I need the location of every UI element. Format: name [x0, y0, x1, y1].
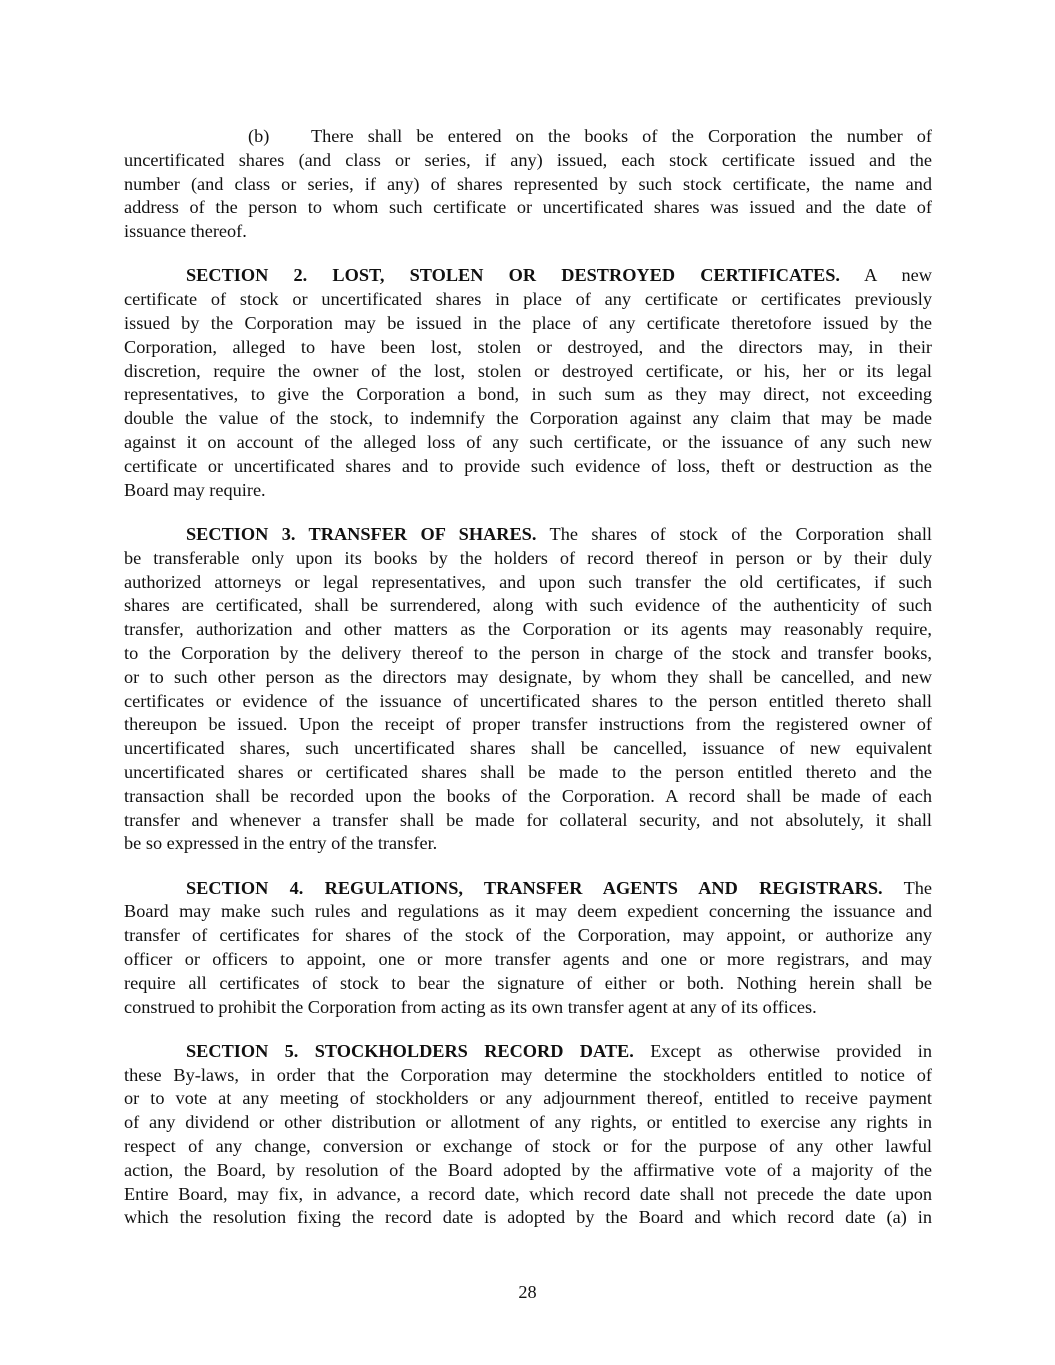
document-page [124, 125, 932, 1251]
text-line [124, 877, 932, 901]
text-line: be so expressed in the entry of the transfer. [124, 833, 438, 854]
line-text: There shall be entered on the books of the Corporation the number of [311, 126, 932, 146]
text-line [124, 1040, 932, 1064]
text-line: issued by the Corporation may be issued in the place of any certificate theretofore issued by the [124, 313, 932, 334]
text-line: issuance thereof. [124, 221, 247, 242]
text-line: transfer of certificates for shares of the stock of the Corporation, may appoint, or authorize any [124, 925, 932, 946]
section-5-paragraph [124, 1040, 932, 1230]
text-line: Board may make such rules and regulations as it may deem expedient concerning the issuance and [124, 901, 932, 922]
text-line: to the Corporation by the delivery thereof to the person in charge of the stock and transfer books, [124, 642, 932, 663]
section-heading: SECTION 4. REGULATIONS, TRANSFER AGENTS AND REGISTRARS. [186, 877, 883, 898]
text-line: double the value of the stock, to indemnify the Corporation against any claim that may be made [124, 408, 932, 429]
section-heading: SECTION 2. LOST, STOLEN OR DESTROYED CERTIFICATES. [186, 265, 840, 286]
paragraph-b [124, 125, 932, 244]
text-line: uncertificated shares, such uncertificated shares shall be cancelled, issuance of new equivalent [124, 738, 932, 759]
line-text: A new [864, 265, 932, 286]
line-text: The [903, 877, 932, 898]
text-line: transfer, authorization and other matters as the Corporation or its agents may reasonably require, [124, 619, 932, 640]
text-line: certificates or evidence of the issuance of uncertificated shares to the person entitled thereto shall [124, 690, 932, 711]
text-line: representatives, to give the Corporation a bond, in such sum as they may direct, not exceeding [124, 384, 932, 405]
paragraph-label: (b) [248, 126, 270, 146]
text-line: transfer and whenever a transfer shall be made for collateral security, and not absolutely, it shall [124, 809, 932, 830]
text-line: respect of any change, conversion or exchange of stock or for the purpose of any other lawful [124, 1136, 932, 1157]
text-line: shares are certificated, shall be surrendered, along with such evidence of the authenticity of such [124, 595, 932, 616]
text-line: Entire Board, may fix, in advance, a record date, which record date shall not precede the date upon [124, 1183, 932, 1204]
text-line: Board may require. [124, 479, 266, 500]
text-line [124, 523, 932, 547]
text-line: be transferable only upon its books by the holders of record thereof in person or by their duly [124, 547, 932, 568]
text-line [124, 264, 932, 288]
text-line: uncertificated shares or certificated shares shall be made to the person entitled thereto and the [124, 761, 932, 782]
text-line: officer or officers to appoint, one or more transfer agents and one or more registrars, and may [124, 949, 932, 969]
text-line: Corporation, alleged to have been lost, stolen or destroyed, and the directors may, in their [124, 336, 932, 357]
section-2-paragraph [124, 264, 932, 502]
text-line: which the resolution fixing the record date is adopted by the Board and which record date (a) in [124, 1207, 932, 1228]
text-line: thereupon be issued. Upon the receipt of proper transfer instructions from the registered owner of [124, 714, 932, 735]
text-line: discretion, require the owner of the lost, stolen or destroyed certificate, or his, her or its legal [124, 360, 932, 381]
text-line: action, the Board, by resolution of the Board adopted by the affirmative vote of a majority of the [124, 1159, 932, 1180]
section-4-paragraph [124, 877, 932, 1020]
line-text: The shares of stock of the Corporation shall [549, 523, 932, 544]
text-line: construed to prohibit the Corporation from acting as its own transfer agent at any of its offices. [124, 996, 817, 1017]
text-line: of any dividend or other distribution or allotment of any rights, or entitled to exercise any rights in [124, 1112, 932, 1133]
text-line: against it on account of the alleged loss of any such certificate, or the issuance of any such new [124, 432, 932, 453]
line-text: Except as otherwise provided in [650, 1040, 932, 1061]
text-line: require all certificates of stock to bear the signature of either or both. Nothing herein shall be [124, 972, 932, 993]
text-line: these By-laws, in order that the Corporation may determine the stockholders entitled to notice of [124, 1064, 932, 1085]
section-3-paragraph [124, 523, 932, 856]
text-line: number (and class or series, if any) of shares represented by such stock certificate, the name and [124, 173, 932, 194]
page-number: 28 [518, 1282, 537, 1302]
text-line: authorized attorneys or legal representatives, and upon such transfer the old certificates, if such [124, 571, 932, 592]
text-line: uncertificated shares (and class or series, if any) issued, each stock certificate issued and the [124, 149, 932, 170]
text-line: or to such other person as the directors may designate, by whom they shall be cancelled, and new [124, 666, 932, 687]
text-line: address of the person to whom such certificate or uncertificated shares was issued and the date of [124, 197, 932, 218]
text-line: or to vote at any meeting of stockholders or any adjournment thereof, entitled to receive payment [124, 1088, 932, 1109]
section-heading: SECTION 5. STOCKHOLDERS RECORD DATE. [186, 1040, 634, 1061]
section-heading: SECTION 3. TRANSFER OF SHARES. [186, 523, 537, 544]
text-line: certificate or uncertificated shares and to provide such evidence of loss, theft or destruction as the [124, 455, 932, 476]
text-line: transaction shall be recorded upon the books of the Corporation. A record shall be made of each [124, 785, 932, 806]
text-line: certificate of stock or uncertificated shares in place of any certificate or certificates previously [124, 289, 932, 310]
text-line [124, 125, 932, 149]
